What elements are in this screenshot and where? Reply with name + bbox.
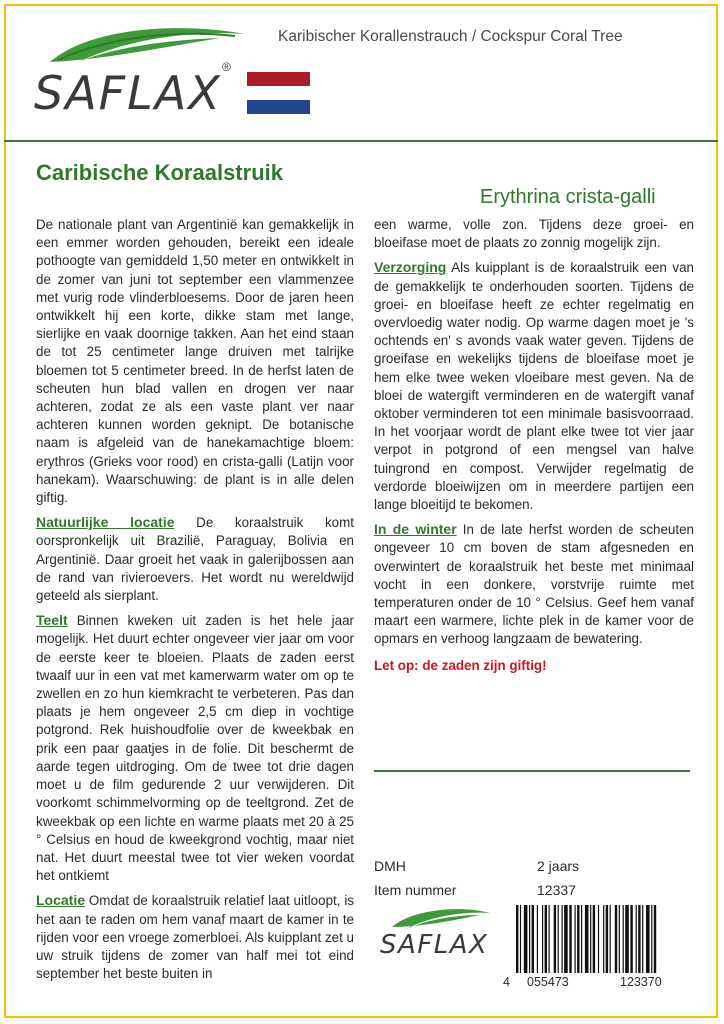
care-section [374,258,694,514]
barcode-first-digit: 4 [503,975,510,989]
location-heading: Locatie [36,892,86,909]
brand-logo-small-text: SAFLAX [380,930,489,960]
location-section [36,891,354,983]
netherlands-flag-icon [247,72,310,114]
dmh-label: DMH [374,858,406,874]
barcode-right-group: 123370 [620,975,662,989]
cultivation-section [36,611,354,885]
brand-logo-text: SAFLAX [34,66,222,120]
item-number-value: 12337 [537,882,576,898]
warning-text: Let op: de zaden zijn giftig! [374,657,547,673]
winter-heading: In de winter [374,521,457,538]
natural-location-section [36,513,354,605]
item-number-label: Item nummer [374,882,457,898]
header-divider [4,140,718,142]
cultivation-heading: Teelt [36,612,68,629]
winter-text: In de late herfst worden de scheuten ongeveer 10 cm boven de stam afgesneden en overwintert de koraalstruik het beste met minimaal vocht in een donkere, vorstvrije ruimte met temperaturen onder de 10 ° Celsius. Geef hem vanaf maart een warmere, lichte plek in de kamer voor de opmars en verhoog langzaam de bewatering. [374,522,694,647]
intro-paragraph: De nationale plant van Argentinië kan gemakkelijk in een emmer worden gehouden, bereikt een ideale pothoogte van gemiddeld 1,50 meter en ontwikkelt in de zomer van juni tot september een vlammenzee met vurig rode vlinderbloesems. Door de jaren heen ontwikkelt hij een korte, dikke stam met lange, sierlijke en vaak doornige takken. Aan het eind staan de tot 25 centimeter lange druiven met talrijke bloemen tot 5 centimeter breed. In de herfst laten de scheuten hun blad vallen en drogen ver naar achteren, zodat ze als een vaste plant ver naar achteren kunnen worden geknipt. De botanische naam is afgeleid van de hanekamachtige bloem: erythros (Grieks voor rood) en crista-galli (Latijn voor hanekam). Waarschuwing: de plant is in alle delen giftig. [36,217,354,506]
natural-location-heading: Natuurlijke locatie [36,514,175,531]
care-text: Als kuipplant is de koraalstruik een van de gemakkelijk te onderhouden soorten. Tijdens de groei- en bloeifase heeft ze echter regelmatig en overvloedig water nodig. Op warme dagen moet je 's ochtends en' s avonds vaak water geven. Tijdens de groeifase en wekelijks tijdens de bloeifase moet je hem elke twee weken vloeibare mest geven. Na de bloei de watergift verminderen en de watergift vanaf oktober verminderen tot een minimale basisvoorraad. In het voorjaar wordt de plant elke twee tot vier jaar verpot in potgrond of een mengsel van halve tuingrond en compost. Verwijder regelmatig de verdorde bloeiwijzen om in meerdere partijen een lange bloeitijd te bekomen. [374,260,694,513]
winter-section [374,520,694,648]
left-column [36,216,354,989]
latin-name: Erythrina crista-galli [480,186,656,208]
barcode-left-group: 055473 [527,975,569,989]
location-continued: een warme, volle zon. Tijdens deze groei- en bloeifase moet de plaats zo zonnig mogelijk zijn. [374,217,694,251]
cultivation-text: Binnen kweken uit zaden is het hele jaar mogelijk. Het duurt echter ongeveer vier jaar om voor de eerste keer te bloeien. Plaats de zaden eerst twaalf uur in een vat met kamerwarm water om op te zwellen en zo hun kiemkracht te verbeteren. Pas dan plaats je hem ongeveer 2,5 cm diep in vochtige potgrond. Rek huishoudfolie over de kweekbak en prik een paar gaatjes in de folie. Dit beschermt de aarde tegen uitdroging. Om de twee tot drie dagen moet u de film gedurende 2 uur verwijderen. Dit voorkomt schimmelvorming op de teeltgrond. Zet de kweekbak op een lichte en warme plaats met 20 à 25 ° Celsius en houd de kweekgrond vochtig, maar niet nat. Het duurt meestal twee tot vier weken voordat het ontkiemt [36,613,354,884]
registered-mark: ® [222,60,231,74]
care-heading: Verzorging [374,259,447,276]
right-column [374,216,694,681]
header-title: Karibischer Korallenstrauch / Cockspur Coral Tree [278,28,623,45]
natural-location-text: De koraalstruik komt oorspronkelijk uit Brazilië, Paraguay, Bolivia en Argentinië. Daar groeit het vaak in galerijbossen aan de rand van rivieroevers. Het wordt nu wereldwijd geteeld als sierplant. [36,515,355,604]
dmh-value: 2 jaars [537,858,580,874]
barcode [512,905,702,973]
location-text: Omdat de koraalstruik relatief laat uitloopt, is het aan te raden om hem vanaf maart de kamer in te rijden voor een vroege zomerbloei. Als kuipplant zet u uw struik tijdens de zomer van half mei tot eind september het beste buiten in [36,893,354,982]
footer-divider [374,770,690,772]
main-title: Caribische Koraalstruik [36,160,283,185]
